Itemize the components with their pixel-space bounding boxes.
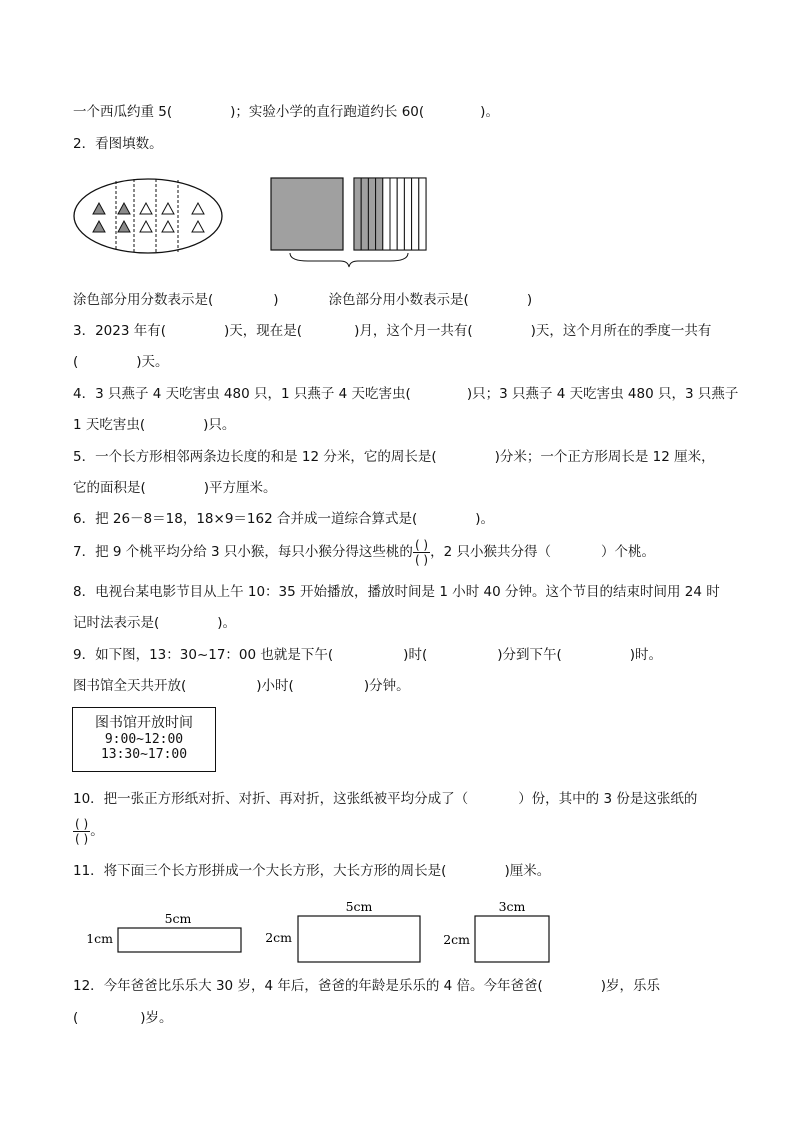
rect3-width-label: 3cm (498, 899, 526, 914)
question-8-line-2: 记时法表示是( )。 (73, 615, 237, 631)
strip (390, 178, 397, 250)
rectangle-2 (298, 916, 420, 962)
ellipse-triangles-figure (70, 175, 230, 257)
shaded-strip (368, 178, 375, 250)
rectangle-1 (118, 928, 241, 952)
question-9-line-1: 9．如下图，13：30~17：00 也就是下午( )时( )分到下午( )时。 (73, 647, 663, 663)
shaded-strip (376, 178, 383, 250)
three-rectangles-figure (80, 895, 570, 970)
question-10-line-2: $\frac{( )}{( )}$ 。 (75, 816, 104, 846)
rect3-height-label: 2cm (443, 932, 470, 947)
question-3-line-2: ( )天。 (73, 354, 169, 370)
strip (404, 178, 411, 250)
rect1-height-label: 1cm (86, 931, 113, 946)
library-hours-morning: 9:00~12:00 (104, 732, 184, 747)
question-2-title: 2．看图填数。 (73, 136, 163, 152)
shaded-strip (361, 178, 368, 250)
rect2-height-label: 2cm (265, 930, 292, 945)
question-7: 7．把 9 个桃平均分给 3 只小猴，每只小猴分得这些桃的 $\frac{( )}{( )}$ ，2 只小猴共分得（ ）个桃。 (73, 537, 656, 567)
question-9-line-2: 图书馆全天共开放( )小时( )分钟。 (73, 678, 410, 694)
strip (397, 178, 404, 250)
library-hours-title: 图书馆开放时间 (95, 715, 193, 731)
question-5-line-2: 它的面积是( )平方厘米。 (73, 480, 277, 496)
strip (419, 178, 426, 250)
question-12-line-1: 12．今年爸爸比乐乐大 30 岁，4 年后，爸爸的年龄是乐乐的 4 倍。今年爸爸( )岁，乐乐 (73, 978, 661, 994)
question-6: 6．把 26－8＝18，18×9＝162 合并成一道综合算式是( )。 (73, 511, 495, 527)
rectangle-3 (475, 916, 549, 962)
question-2-answers: 涂色部分用分数表示是( ) 涂色部分用小数表示是( ) (73, 292, 533, 308)
strip (412, 178, 419, 250)
question-3-line-1: 3．2023 年有( )天，现在是( )月，这个月一共有( )天，这个月所在的季度一共有 (73, 323, 712, 339)
question-4-line-2: 1 天吃害虫( )只。 (73, 417, 236, 433)
question-1-tail: 一个西瓜约重 5( )；实验小学的直行跑道约长 60( )。 (73, 104, 499, 120)
fraction-blank[interactable]: $\frac{( )}{( )}$ (75, 816, 89, 846)
question-10-line-1: 10．把一张正方形纸对折、对折、再对折，这张纸被平均分成了（ ）份，其中的 3 份是这张纸的 (73, 791, 698, 807)
fraction-blank[interactable]: $\frac{( )}{( )}$ (414, 537, 429, 567)
question-4-line-1: 4．3 只燕子 4 天吃害虫 480 只，1 只燕子 4 天吃害虫( )只；3 只燕子 4 天吃害虫 480 只，3 只燕子 (73, 386, 739, 402)
library-hours-box (72, 707, 216, 772)
strip (383, 178, 390, 250)
shaded-strip (354, 178, 361, 250)
rect1-width-label: 5cm (164, 911, 192, 926)
question-12-line-2: ( )岁。 (73, 1010, 173, 1026)
library-hours-afternoon: 13:30~17:00 (100, 747, 188, 762)
question-11: 11．将下面三个长方形拼成一个大长方形，大长方形的周长是( )厘米。 (73, 863, 551, 879)
square-strips-figure (268, 175, 433, 270)
rect2-width-label: 5cm (345, 899, 373, 914)
question-8-line-1: 8．电视台某电影节目从上午 10：35 开始播放，播放时间是 1 小时 40 分钟。这个节目的结束时间用 24 时 (73, 584, 720, 600)
question-5-line-1: 5．一个长方形相邻两条边长度的和是 12 分米，它的周长是( )分米；一个正方形周长是 12 厘米， (73, 449, 715, 465)
